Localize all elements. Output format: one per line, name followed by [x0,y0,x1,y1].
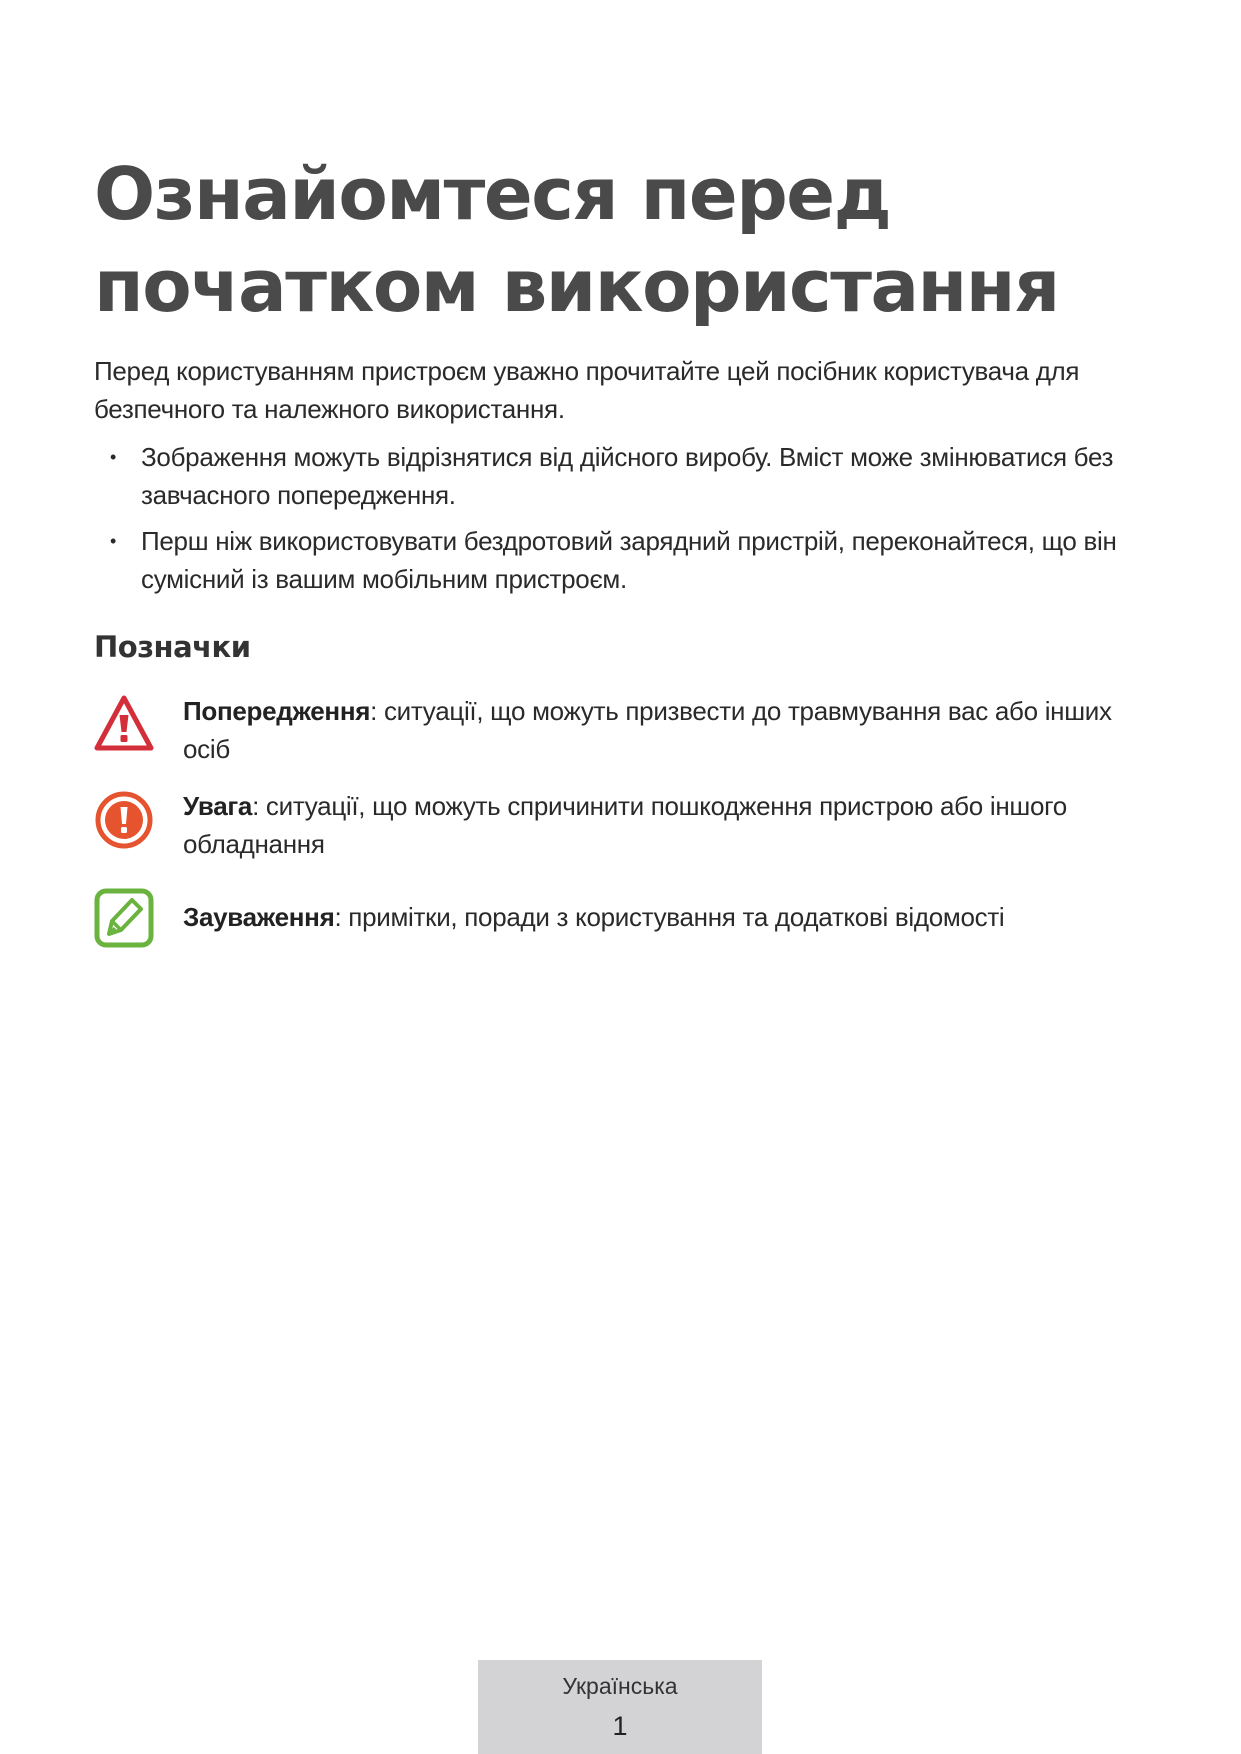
page-title: Ознайомтеся перед початком використання [94,152,1059,328]
page-number: 1 [612,1711,628,1741]
warning-triangle-icon [94,694,154,754]
notice-note-description: : примітки, поради з користування та додаткові відомості [334,902,1005,932]
footer-language: Українська [562,1673,678,1699]
notice-warning-description: : ситуації, що можуть призвести до травмування вас або інших осіб [183,696,1112,764]
notice-caution-text [183,787,1143,863]
note-pencil-icon [94,888,154,948]
bullet-text: Перш ніж використовувати бездротовий зарядний пристрій, переконайтеся, що він сумісний із вашим мобільним пристроєм. [141,526,1117,594]
list-item [94,522,1164,598]
notice-caution-label: Увага [183,791,253,821]
intro-paragraph: Перед користуванням пристроєм уважно прочитайте цей посібник користувача для безпечного та належного використання. [94,356,1080,424]
bullet-marker: • [110,447,117,467]
bullet-list [94,438,1164,606]
caution-circle-icon [94,790,154,850]
bullet-marker: • [110,531,117,551]
bullet-text: Зображення можуть відрізнятися від дійсного виробу. Вміст може змінюватися без завчасного попередження. [141,442,1114,510]
notice-caution-description: : ситуації, що можуть спричинити пошкодження пристрою або іншого обладнання [183,791,1067,859]
notice-note-label: Зауваження [183,902,335,932]
notice-warning-text [183,692,1143,768]
page-footer [478,1660,762,1754]
notice-note-text [183,898,1143,936]
notice-warning-label: Попередження [183,696,371,726]
section-title: Позначки [94,630,251,664]
list-item [94,438,1164,514]
